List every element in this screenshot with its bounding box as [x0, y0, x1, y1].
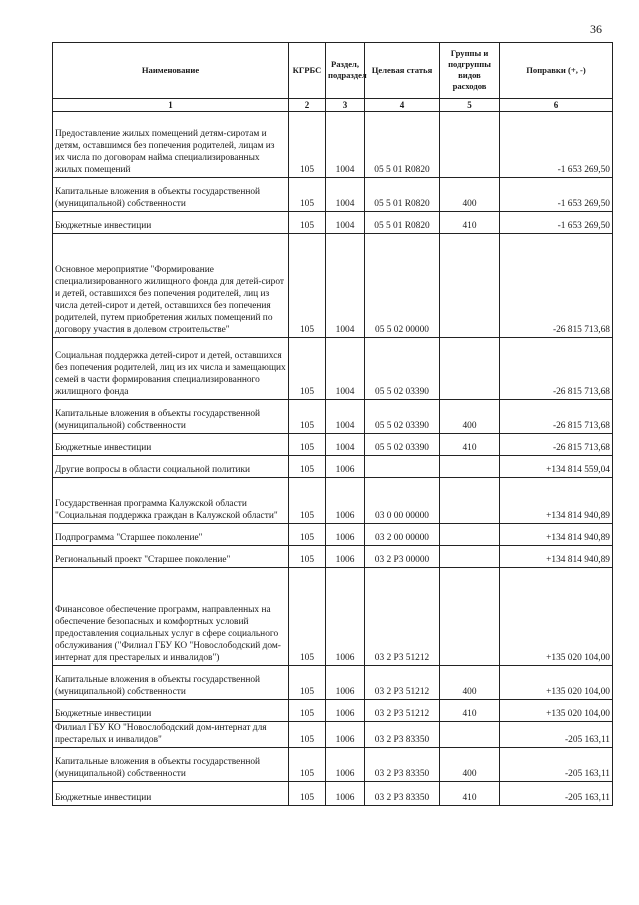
row-name-cell: Капитальные вложения в объекты государственной (муниципальной) собственности [53, 748, 289, 782]
row-kgrbs-cell: 105 [289, 234, 326, 338]
row-kgrbs-cell: 105 [289, 748, 326, 782]
row-change-cell: +134 814 940,89 [500, 478, 613, 524]
row-kgrbs-cell: 105 [289, 400, 326, 434]
row-group-cell: 400 [440, 178, 500, 212]
column-number-row [53, 99, 613, 112]
row-change-cell: -26 815 713,68 [500, 434, 613, 456]
row-group-cell [440, 338, 500, 400]
col-header-kgrbs: КГРБС [289, 43, 326, 99]
row-group-cell: 400 [440, 400, 500, 434]
row-target-cell: 03 2 P3 83350 [365, 748, 440, 782]
table-row [53, 234, 613, 338]
table-row [53, 400, 613, 434]
row-group-cell [440, 456, 500, 478]
row-target-cell: 03 2 P3 51212 [365, 666, 440, 700]
row-group-cell: 410 [440, 782, 500, 806]
row-kgrbs-cell: 105 [289, 434, 326, 456]
col-number: 4 [365, 99, 440, 112]
row-section-cell: 1004 [326, 112, 365, 178]
row-name-cell: Капитальные вложения в объекты государственной (муниципальной) собственности [53, 400, 289, 434]
page-number: 36 [590, 22, 602, 36]
row-section-cell: 1004 [326, 434, 365, 456]
row-change-cell: +134 814 940,89 [500, 524, 613, 546]
row-target-cell: 03 0 00 00000 [365, 478, 440, 524]
row-name-cell: Капитальные вложения в объекты государственной (муниципальной) собственности [53, 178, 289, 212]
row-kgrbs-cell: 105 [289, 546, 326, 568]
row-name-cell: Филиал ГБУ КО "Новослободский дом-интернат для престарелых и инвалидов" [53, 722, 289, 748]
row-group-cell [440, 568, 500, 666]
row-section-cell: 1006 [326, 748, 365, 782]
row-name-cell: Основное мероприятие "Формирование специализированного жилищного фонда для детей-сирот и детей, оставшихся без попечения родителей, лиц из числа детей-сирот и детей, оставшихся без попечения родителей, путем приобретения жилых помещений по договору участия в долевом строительстве" [53, 234, 289, 338]
table-row [53, 748, 613, 782]
row-name-cell: Предоставление жилых помещений детям-сиротам и детям, оставшимся без попечения родителей, лицам из их числа по договорам найма специализированных жилых помещений [53, 112, 289, 178]
table-row [53, 434, 613, 456]
budget-table [52, 42, 613, 806]
row-group-cell [440, 478, 500, 524]
row-name-cell: Другие вопросы в области социальной политики [53, 456, 289, 478]
row-group-cell [440, 234, 500, 338]
col-header-target: Целевая статья [365, 43, 440, 99]
row-section-cell: 1006 [326, 524, 365, 546]
row-group-cell [440, 524, 500, 546]
col-number: 6 [500, 99, 613, 112]
table-row [53, 722, 613, 748]
table-row [53, 338, 613, 400]
row-group-cell: 410 [440, 700, 500, 722]
col-header-change: Поправки (+, -) [500, 43, 613, 99]
col-number: 2 [289, 99, 326, 112]
row-section-cell: 1004 [326, 212, 365, 234]
row-section-cell: 1004 [326, 338, 365, 400]
row-group-cell [440, 546, 500, 568]
row-change-cell: +135 020 104,00 [500, 568, 613, 666]
row-target-cell: 03 2 P3 51212 [365, 568, 440, 666]
table-row [53, 212, 613, 234]
row-change-cell: -1 653 269,50 [500, 212, 613, 234]
row-section-cell: 1006 [326, 546, 365, 568]
row-change-cell: -1 653 269,50 [500, 112, 613, 178]
row-section-cell: 1006 [326, 478, 365, 524]
row-name-cell: Социальная поддержка детей-сирот и детей, оставшихся без попечения родителей, лиц из их числа и замещающих семей в части формирования специализированного жилищного фонда [53, 338, 289, 400]
col-header-group: Группы и подгруппы видов расходов [440, 43, 500, 99]
table-row [53, 478, 613, 524]
row-section-cell: 1004 [326, 178, 365, 212]
row-section-cell: 1006 [326, 722, 365, 748]
row-group-cell [440, 112, 500, 178]
table-row [53, 456, 613, 478]
row-name-cell: Финансовое обеспечение программ, направленных на обеспечение безопасных и комфортных условий предоставления социальных услуг в сфере социального обслуживания ("Филиал ГБУ КО "Новослободский дом-интернат для престарелых и инвалидов") [53, 568, 289, 666]
row-target-cell [365, 456, 440, 478]
row-target-cell: 03 2 P3 83350 [365, 782, 440, 806]
row-change-cell: +134 814 559,04 [500, 456, 613, 478]
row-target-cell: 05 5 02 03390 [365, 400, 440, 434]
table-row [53, 700, 613, 722]
row-target-cell: 05 5 01 R0820 [365, 212, 440, 234]
row-name-cell: Региональный проект "Старшее поколение" [53, 546, 289, 568]
row-group-cell: 410 [440, 212, 500, 234]
table-row [53, 178, 613, 212]
row-kgrbs-cell: 105 [289, 524, 326, 546]
col-number: 1 [53, 99, 289, 112]
row-kgrbs-cell: 105 [289, 700, 326, 722]
row-group-cell [440, 722, 500, 748]
row-name-cell: Бюджетные инвестиции [53, 212, 289, 234]
col-number: 5 [440, 99, 500, 112]
row-name-cell: Бюджетные инвестиции [53, 700, 289, 722]
row-change-cell: -205 163,11 [500, 748, 613, 782]
table-row [53, 782, 613, 806]
row-group-cell: 400 [440, 666, 500, 700]
row-kgrbs-cell: 105 [289, 178, 326, 212]
row-name-cell: Капитальные вложения в объекты государственной (муниципальной) собственности [53, 666, 289, 700]
row-name-cell: Государственная программа Калужской области "Социальная поддержка граждан в Калужской области" [53, 478, 289, 524]
row-kgrbs-cell: 105 [289, 212, 326, 234]
row-group-cell: 400 [440, 748, 500, 782]
col-header-name: Наименование [53, 43, 289, 99]
row-section-cell: 1004 [326, 400, 365, 434]
row-target-cell: 03 2 00 00000 [365, 524, 440, 546]
row-section-cell: 1006 [326, 568, 365, 666]
row-kgrbs-cell: 105 [289, 456, 326, 478]
row-change-cell: -205 163,11 [500, 782, 613, 806]
row-change-cell: +135 020 104,00 [500, 700, 613, 722]
row-section-cell: 1006 [326, 782, 365, 806]
row-section-cell: 1006 [326, 700, 365, 722]
row-name-cell: Бюджетные инвестиции [53, 782, 289, 806]
row-section-cell: 1006 [326, 666, 365, 700]
col-number: 3 [326, 99, 365, 112]
row-change-cell: -26 815 713,68 [500, 338, 613, 400]
table-row [53, 666, 613, 700]
row-target-cell: 05 5 01 R0820 [365, 112, 440, 178]
header-row [53, 43, 613, 99]
row-change-cell: +135 020 104,00 [500, 666, 613, 700]
col-header-section: Раздел, подраздел [326, 43, 365, 99]
table-row [53, 546, 613, 568]
row-change-cell: -205 163,11 [500, 722, 613, 748]
row-target-cell: 05 5 02 03390 [365, 434, 440, 456]
row-kgrbs-cell: 105 [289, 666, 326, 700]
row-section-cell: 1006 [326, 456, 365, 478]
row-section-cell: 1004 [326, 234, 365, 338]
table-row [53, 112, 613, 178]
row-target-cell: 03 2 P3 51212 [365, 700, 440, 722]
row-name-cell: Подпрограмма "Старшее поколение" [53, 524, 289, 546]
row-kgrbs-cell: 105 [289, 338, 326, 400]
row-kgrbs-cell: 105 [289, 782, 326, 806]
row-kgrbs-cell: 105 [289, 478, 326, 524]
row-change-cell: +134 814 940,89 [500, 546, 613, 568]
row-target-cell: 05 5 02 00000 [365, 234, 440, 338]
row-target-cell: 05 5 01 R0820 [365, 178, 440, 212]
row-change-cell: -26 815 713,68 [500, 400, 613, 434]
table-row [53, 524, 613, 546]
row-change-cell: -26 815 713,68 [500, 234, 613, 338]
row-kgrbs-cell: 105 [289, 722, 326, 748]
row-group-cell: 410 [440, 434, 500, 456]
row-change-cell: -1 653 269,50 [500, 178, 613, 212]
table-row [53, 568, 613, 666]
row-name-cell: Бюджетные инвестиции [53, 434, 289, 456]
row-kgrbs-cell: 105 [289, 568, 326, 666]
row-kgrbs-cell: 105 [289, 112, 326, 178]
row-target-cell: 03 2 P3 83350 [365, 722, 440, 748]
row-target-cell: 05 5 02 03390 [365, 338, 440, 400]
row-target-cell: 03 2 P3 00000 [365, 546, 440, 568]
